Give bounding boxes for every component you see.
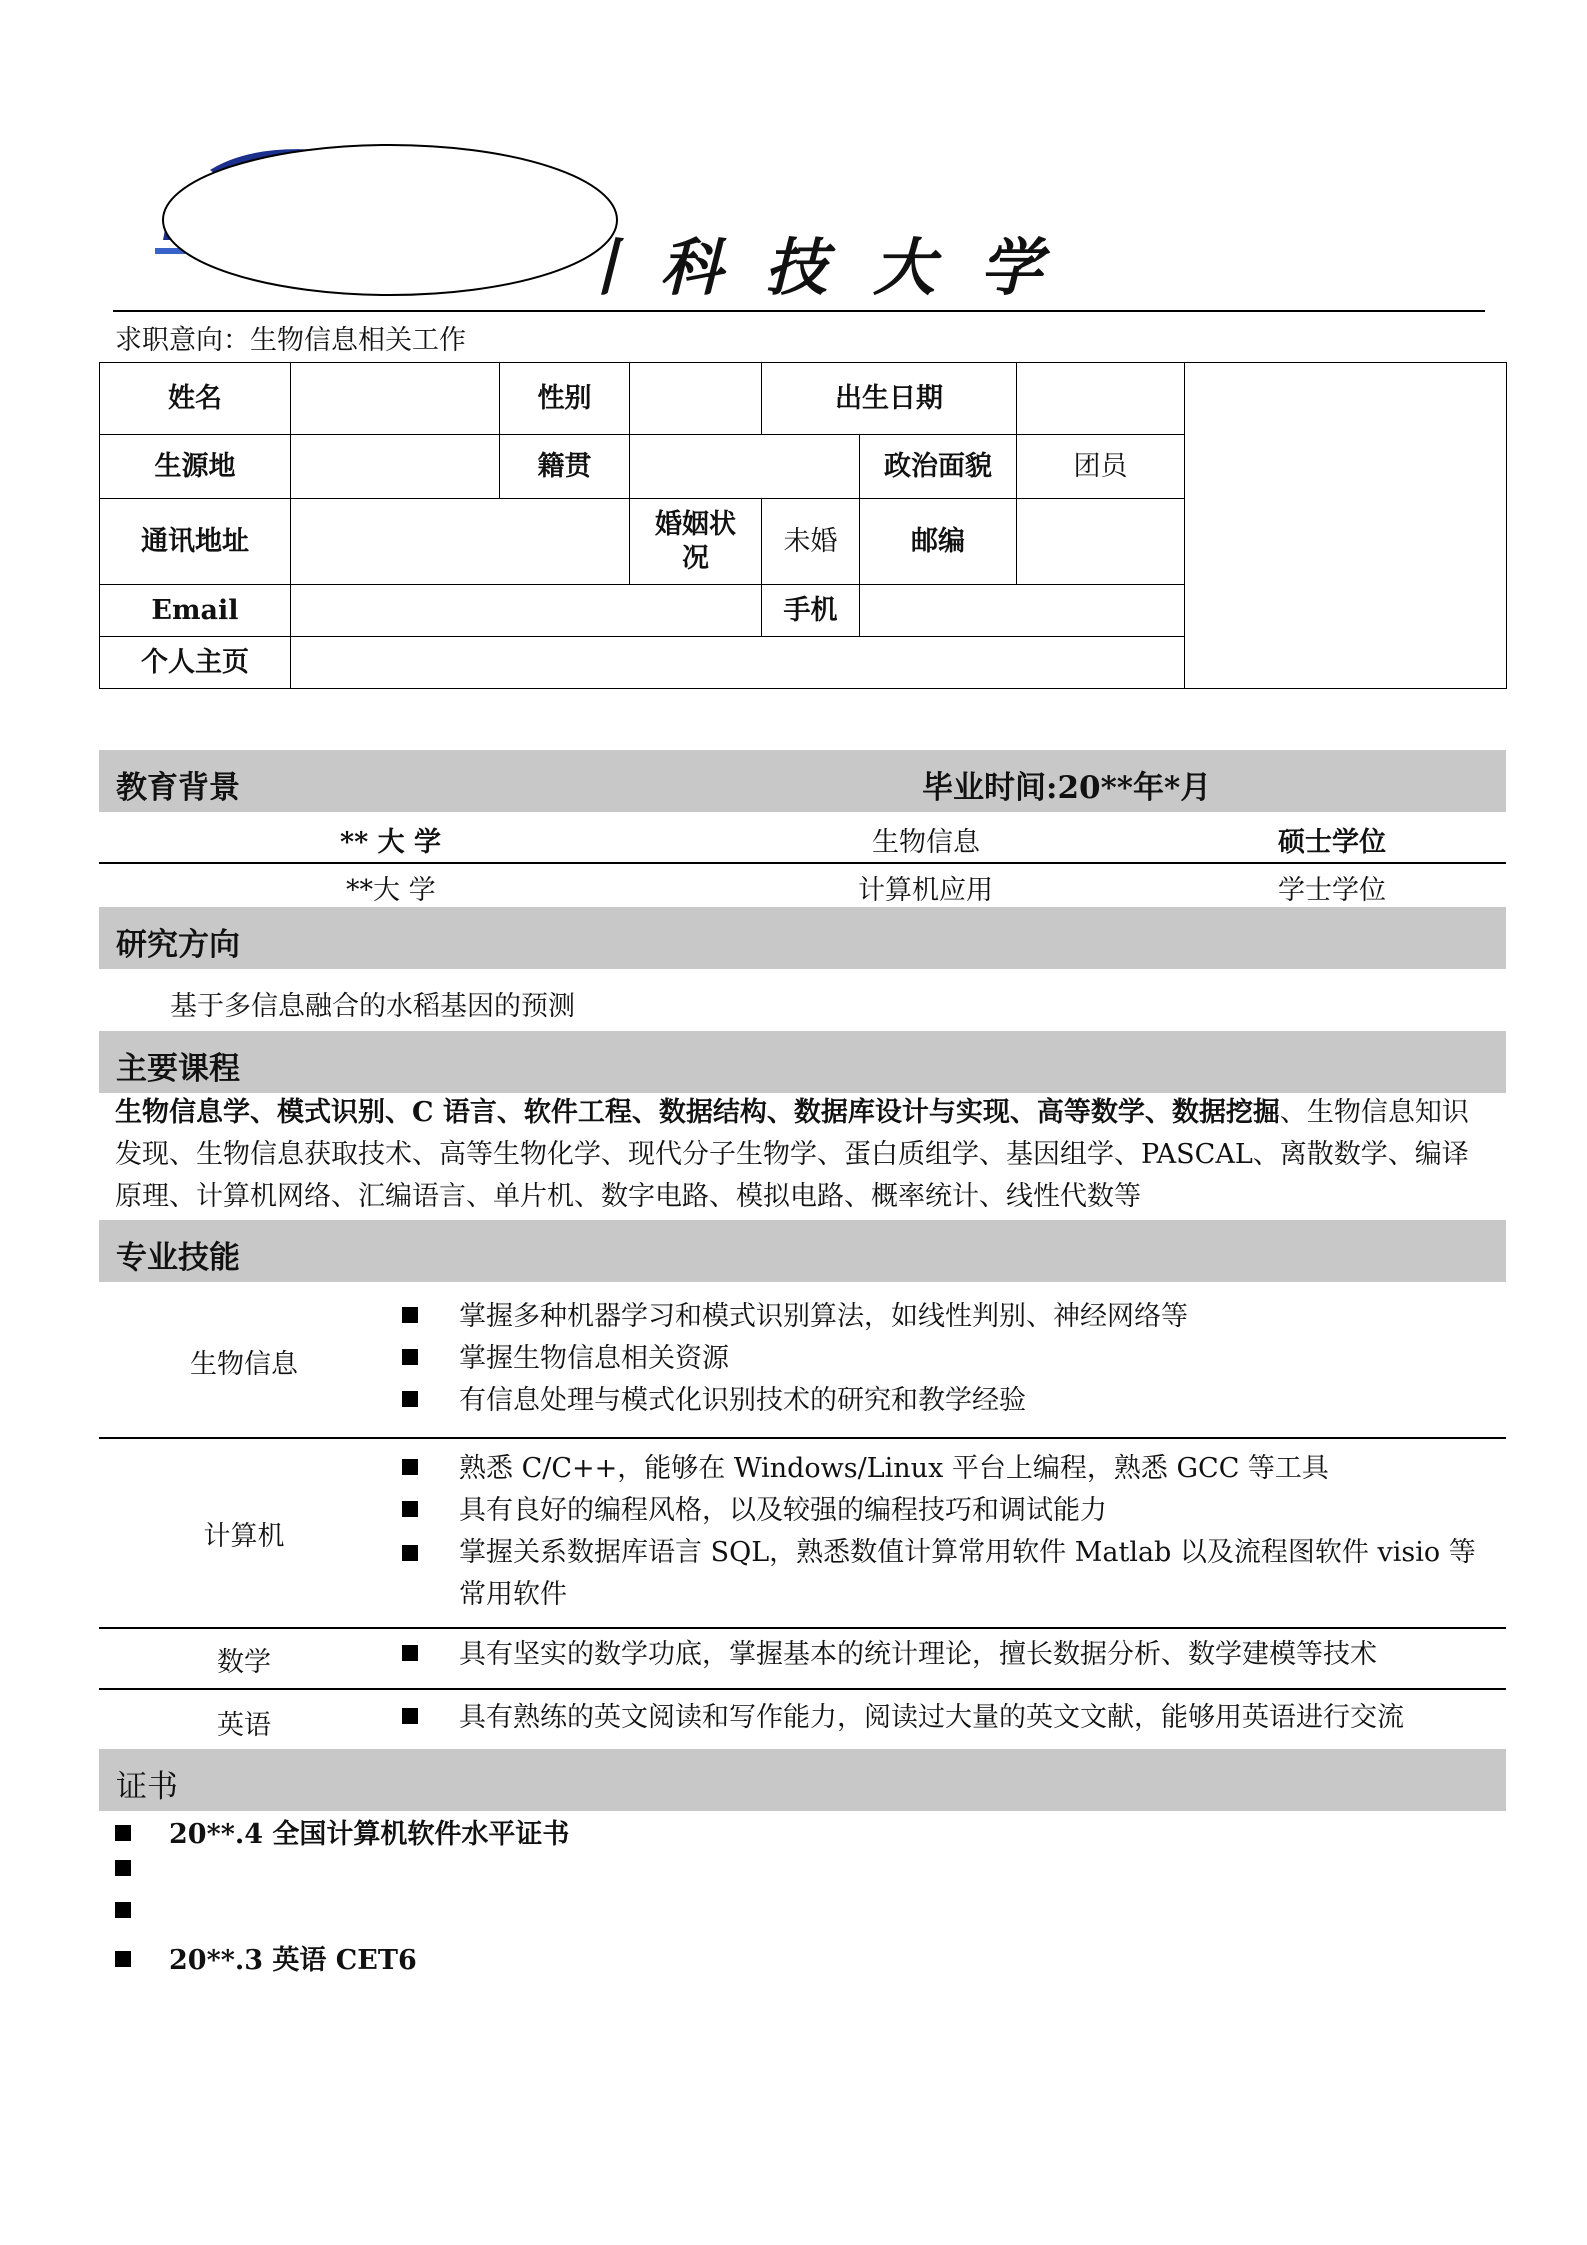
birth-label: 出生日期 [762,363,1017,435]
skill-item: 熟悉 C/C++，能够在 Windows/Linux 平台上编程，熟悉 GCC 等工具 [402,1448,1329,1490]
certificate-item: 20**.4 全国计算机软件水平证书 [115,1812,569,1851]
bullet-square-icon [402,1307,418,1323]
skill-item: 具有坚实的数学功底，掌握基本的统计理论，擅长数据分析、数学建模等技术 [402,1634,1377,1676]
gender-label: 性别 [500,363,630,435]
personal-info-table [99,362,1507,689]
political-value: 团员 [1017,435,1185,499]
research-text: 基于多信息融合的水稻基因的预测 [170,991,575,1022]
university-logo [150,140,620,300]
email-label: Email [100,585,291,637]
skill-item: 掌握生物信息相关资源 [402,1338,729,1380]
photo-area [1185,363,1507,637]
homepage-value [291,637,1185,689]
bullet-square-icon [115,1825,131,1841]
birth-value [1017,363,1185,435]
skill-item: 具有良好的编程风格，以及较强的编程技巧和调试能力 [402,1490,1107,1532]
bullet-square-icon [402,1645,418,1661]
skill-item: 具有熟练的英文阅读和写作能力，阅读过大量的英文文献，能够用英语进行交流 [402,1697,1404,1739]
skill-category-english: 英语 [217,1710,271,1741]
phone-label: 手机 [762,585,860,637]
email-value [291,585,762,637]
education-section-bar [99,750,1506,812]
skill-category-computer: 计算机 [203,1521,285,1552]
university-char-3: 大 [873,231,936,304]
bullet-square-icon [115,1860,131,1876]
zip-value [1017,499,1185,585]
native-place-value [630,435,860,499]
political-label: 政治面貌 [860,435,1017,499]
certificates-section-bar [99,1749,1506,1811]
courses-section-bar [99,1031,1506,1093]
address-label: 通讯地址 [100,499,291,585]
origin-label: 生源地 [100,435,291,499]
photo-area-bottom [1185,637,1507,689]
redaction-ellipse [163,145,617,295]
skill-category-bioinfo: 生物信息 [190,1349,298,1380]
research-title: 研究方向 [116,927,240,963]
native-place-label: 籍贯 [500,435,630,499]
certificate-item [115,1896,169,1927]
skills-section-bar [99,1220,1506,1282]
edu-1-degree: 硕士学位 [1278,827,1386,858]
skill-item: 掌握多种机器学习和模式识别算法，如线性判别、神经网络等 [402,1296,1188,1338]
phone-value [860,585,1185,637]
skill-item: 掌握关系数据库语言 SQL，熟悉数值计算常用软件 Matlab 以及流程图软件 visio 等常用软件 [402,1532,1497,1616]
bullet-square-icon [402,1708,418,1724]
skill-divider [99,1688,1506,1690]
university-char-1: 科 [660,231,723,304]
marital-label-line-1: 婚姻状 [655,508,736,540]
bullet-square-icon [402,1459,418,1475]
gender-value [630,363,762,435]
university-char-2: 技 [765,231,828,304]
origin-value [291,435,500,499]
bullet-square-icon [402,1501,418,1517]
bullet-square-icon [402,1391,418,1407]
certificates-title: 证书 [116,1769,178,1805]
edu-divider [99,862,1506,864]
bullet-square-icon [115,1902,131,1918]
header-rule [113,310,1485,312]
name-value [291,363,500,435]
bullet-square-icon [115,1951,131,1967]
university-char-4: 学 [980,231,1043,304]
graduation-time: 毕业时间:20**年*月 [922,770,1212,806]
marital-value: 未婚 [762,499,860,585]
name-label: 姓名 [100,363,291,435]
skill-divider [99,1627,1506,1629]
edu-1-major: 生物信息 [872,827,980,858]
edu-2-major: 计算机应用 [858,875,993,906]
courses-core: 生物信息学、模式识别、C 语言、软件工程、数据结构、数据库设计与实现、高等数学、数据挖掘 [115,1097,1280,1128]
marital-label-line-2: 况 [682,542,709,574]
homepage-label: 个人主页 [100,637,291,689]
university-name-partial: 丨 [575,231,638,304]
certificate-item: 20**.3 英语 CET6 [115,1938,417,1977]
skill-item: 有信息处理与模式化识别技术的研究和教学经验 [402,1380,1026,1422]
bullet-square-icon [402,1349,418,1365]
address-value [291,499,630,585]
job-objective: 求职意向：生物信息相关工作 [115,325,466,356]
courses-other: 、生物信息知识发现、生物信息获取技术、高等生物化学、现代分子生物学、蛋白质组学、基因组学、PASCAL、离散数学、编译原理、计算机网络、汇编语言、单片机、数字电路、模拟电路、概率统计、线性代数等 [115,1097,1469,1212]
edu-2-degree: 学士学位 [1278,875,1386,906]
edu-1-school: ** 大 学 [340,827,442,858]
certificate-item [115,1854,169,1885]
bullet-square-icon [402,1545,418,1561]
courses-text [115,1092,1495,1218]
skill-category-math: 数学 [217,1647,271,1678]
marital-label [630,499,762,585]
courses-title: 主要课程 [116,1051,240,1087]
education-title: 教育背景 [116,770,240,806]
research-section-bar [99,907,1506,969]
skill-divider [99,1437,1506,1439]
zip-label: 邮编 [860,499,1017,585]
skills-title: 专业技能 [116,1240,240,1276]
edu-2-school: **大 学 [346,875,436,906]
